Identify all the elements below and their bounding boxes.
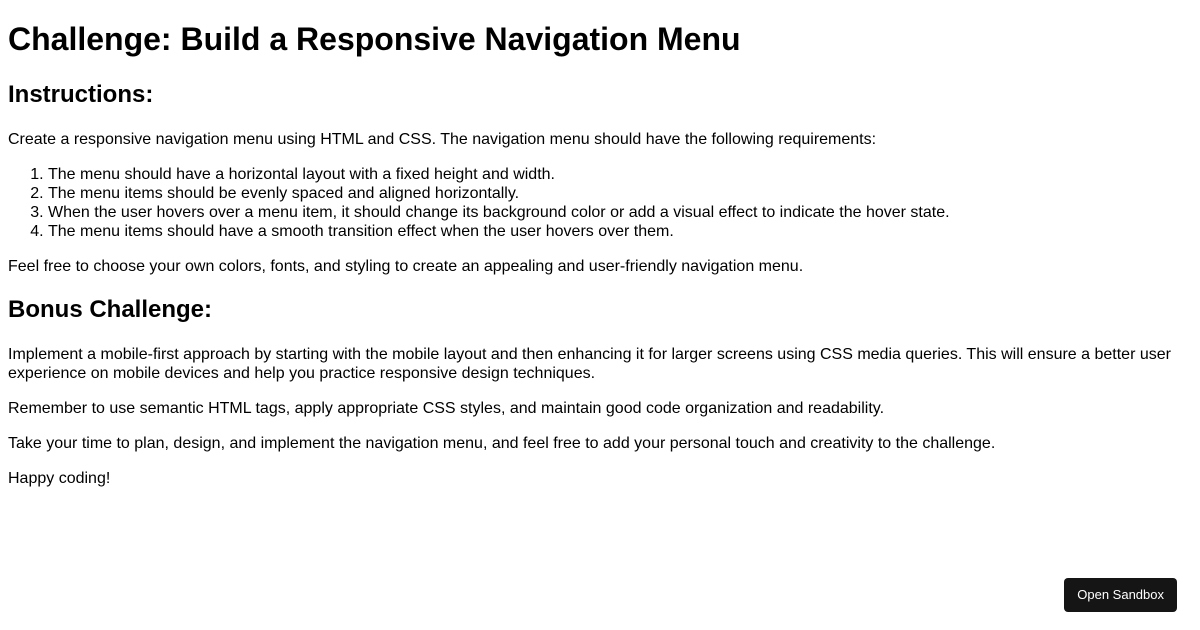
requirement-item: 4. The menu items should have a smooth transition effect when the user hovers over them. [48, 222, 1184, 241]
requirement-item: 3. When the user hovers over a menu item, it should change its background color or add a visual effect to indicate the hover state. [48, 203, 1184, 222]
closing-text: Happy coding! [8, 470, 111, 487]
styling-freedom-text: Feel free to choose your own colors, fonts, and styling to create an appealing and user-friendly navigation menu. [8, 258, 804, 275]
requirement-item: 1. The menu should have a horizontal layout with a fixed height and width. [48, 165, 1184, 184]
bonus-heading: Bonus Challenge: [8, 296, 213, 323]
remember-text: Remember to use semantic HTML tags, apply appropriate CSS styles, and maintain good code organization and readability. [8, 400, 885, 417]
bonus-text: Implement a mobile-first approach by starting with the mobile layout and then enhancing it for larger screens using CSS media queries. This will ensure a better user experience on mobile devices and help you practice responsive design techniques. [8, 346, 1171, 382]
instructions-intro: Create a responsive navigation menu using HTML and CSS. The navigation menu should have the following requirements: [8, 131, 877, 148]
requirement-item: 2. The menu items should be evenly spaced and aligned horizontally. [48, 184, 1184, 203]
open-sandbox-button[interactable]: Open Sandbox [1064, 578, 1177, 612]
instructions-heading: Instructions: [8, 81, 154, 108]
take-time-text: Take your time to plan, design, and implement the navigation menu, and feel free to add your personal touch and creativity to the challenge. [8, 435, 996, 452]
page-title: Challenge: Build a Responsive Navigation Menu [8, 21, 741, 57]
requirements-list [8, 165, 1184, 241]
